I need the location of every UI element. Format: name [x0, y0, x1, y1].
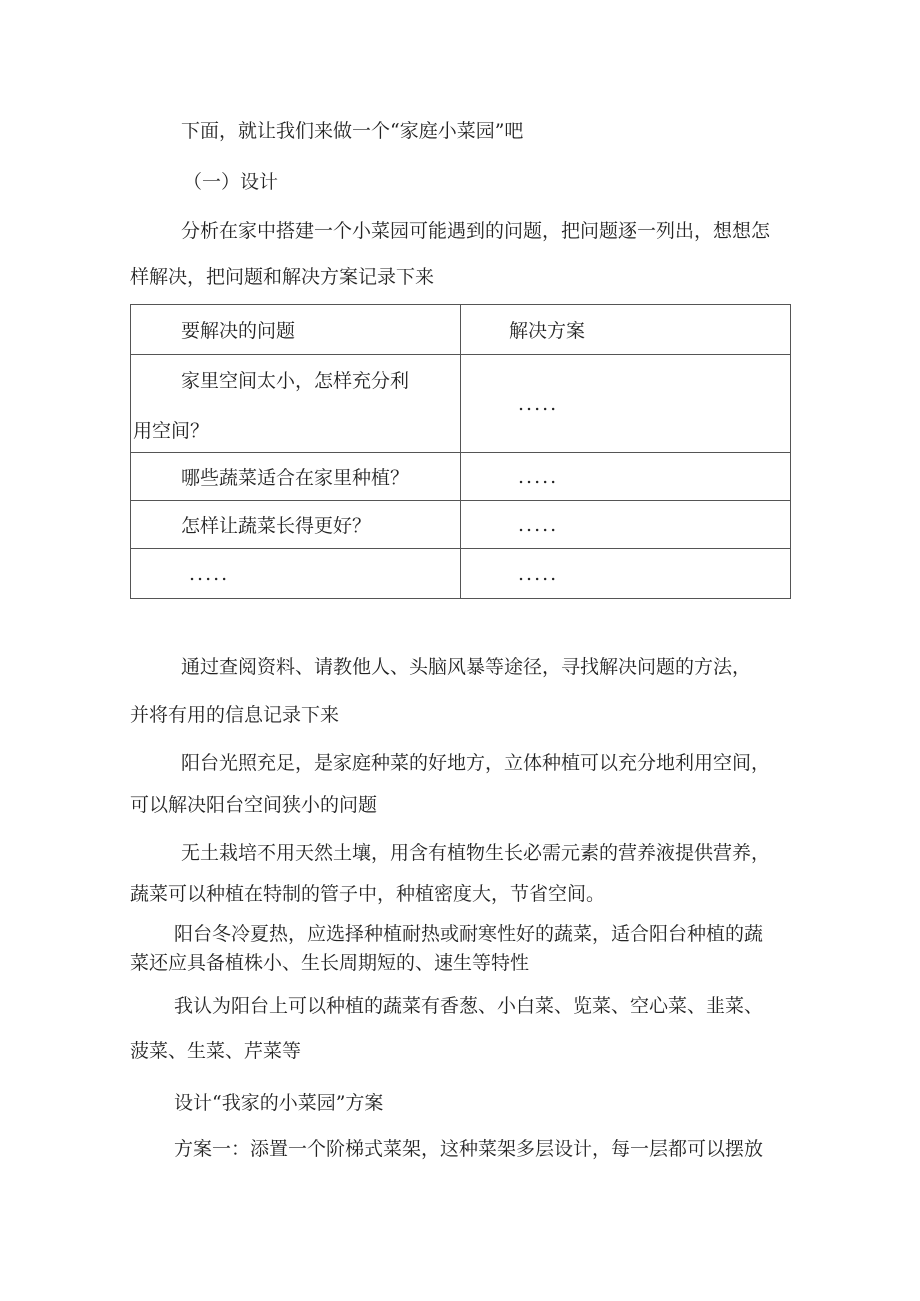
- table-row: [131, 355, 791, 453]
- analysis-paragraph-line-1: 分析在家中搭建一个小菜园可能遇到的问题，把问题逐一列出，想想怎: [181, 220, 771, 242]
- table-cell-solution: .....: [461, 355, 791, 453]
- analysis-paragraph-line-2: 样解决，把问题和解决方案记录下来: [130, 266, 435, 288]
- table-header-solution: 解决方案: [461, 305, 791, 355]
- intro-paragraph: 下面，就让我们来做一个“家庭小菜园”吧: [181, 120, 524, 142]
- problem-solution-table: [130, 304, 791, 599]
- table-header-problem: 要解决的问题: [131, 305, 461, 355]
- soilless-paragraph-line-2: 蔬菜可以种植在特制的管子中，种植密度大，节省空间。: [130, 883, 606, 905]
- climate-paragraph-line-2: 菜还应具备植株小、生长周期短的、速生等特性: [130, 952, 530, 974]
- section-heading-design: （一）设计: [183, 171, 279, 193]
- plan-title: 设计“我家的小菜园”方案: [174, 1092, 384, 1114]
- table-header-row: [131, 305, 791, 355]
- research-paragraph-line-2: 并将有用的信息记录下来: [130, 704, 340, 726]
- plan-one-paragraph: 方案一：添置一个阶梯式菜架，这种菜架多层设计，每一层都可以摆放: [174, 1138, 764, 1160]
- table-cell-problem-line1: 家里空间太小，怎样充分利: [181, 369, 410, 392]
- table-cell-problem-line2: 用空间？: [133, 419, 210, 442]
- table-cell-problem: 哪些蔬菜适合在家里种植？: [131, 453, 461, 501]
- climate-paragraph-line-1: 阳台冬冷夏热，应选择种植耐热或耐寒性好的蔬菜，适合阳台种植的蔬: [174, 923, 764, 945]
- table-row: [131, 453, 791, 501]
- table-cell-solution: .....: [461, 501, 791, 549]
- soilless-paragraph-line-1: 无土栽培不用天然土壤，用含有植物生长必需元素的营养液提供营养，: [181, 842, 771, 864]
- vegetable-list-line-1: 我认为阳台上可以种植的蔬菜有香葱、小白菜、览菜、空心菜、韭菜、: [174, 995, 764, 1017]
- table-row: [131, 501, 791, 549]
- balcony-paragraph-line-1: 阳台光照充足，是家庭种菜的好地方，立体种植可以充分地利用空间，: [181, 752, 771, 774]
- research-paragraph-line-1: 通过查阅资料、请教他人、头脑风暴等途径，寻找解决问题的方法，: [181, 656, 752, 678]
- table-cell-solution: .....: [461, 453, 791, 501]
- table-row: [131, 549, 791, 599]
- table-cell-problem: [131, 355, 461, 453]
- balcony-paragraph-line-2: 可以解决阳台空间狭小的问题: [130, 794, 378, 816]
- vegetable-list-line-2: 菠菜、生菜、芹菜等: [130, 1040, 302, 1062]
- table-cell-problem: .....: [131, 549, 461, 599]
- table-cell-problem: 怎样让蔬菜长得更好？: [131, 501, 461, 549]
- table-cell-solution: .....: [461, 549, 791, 599]
